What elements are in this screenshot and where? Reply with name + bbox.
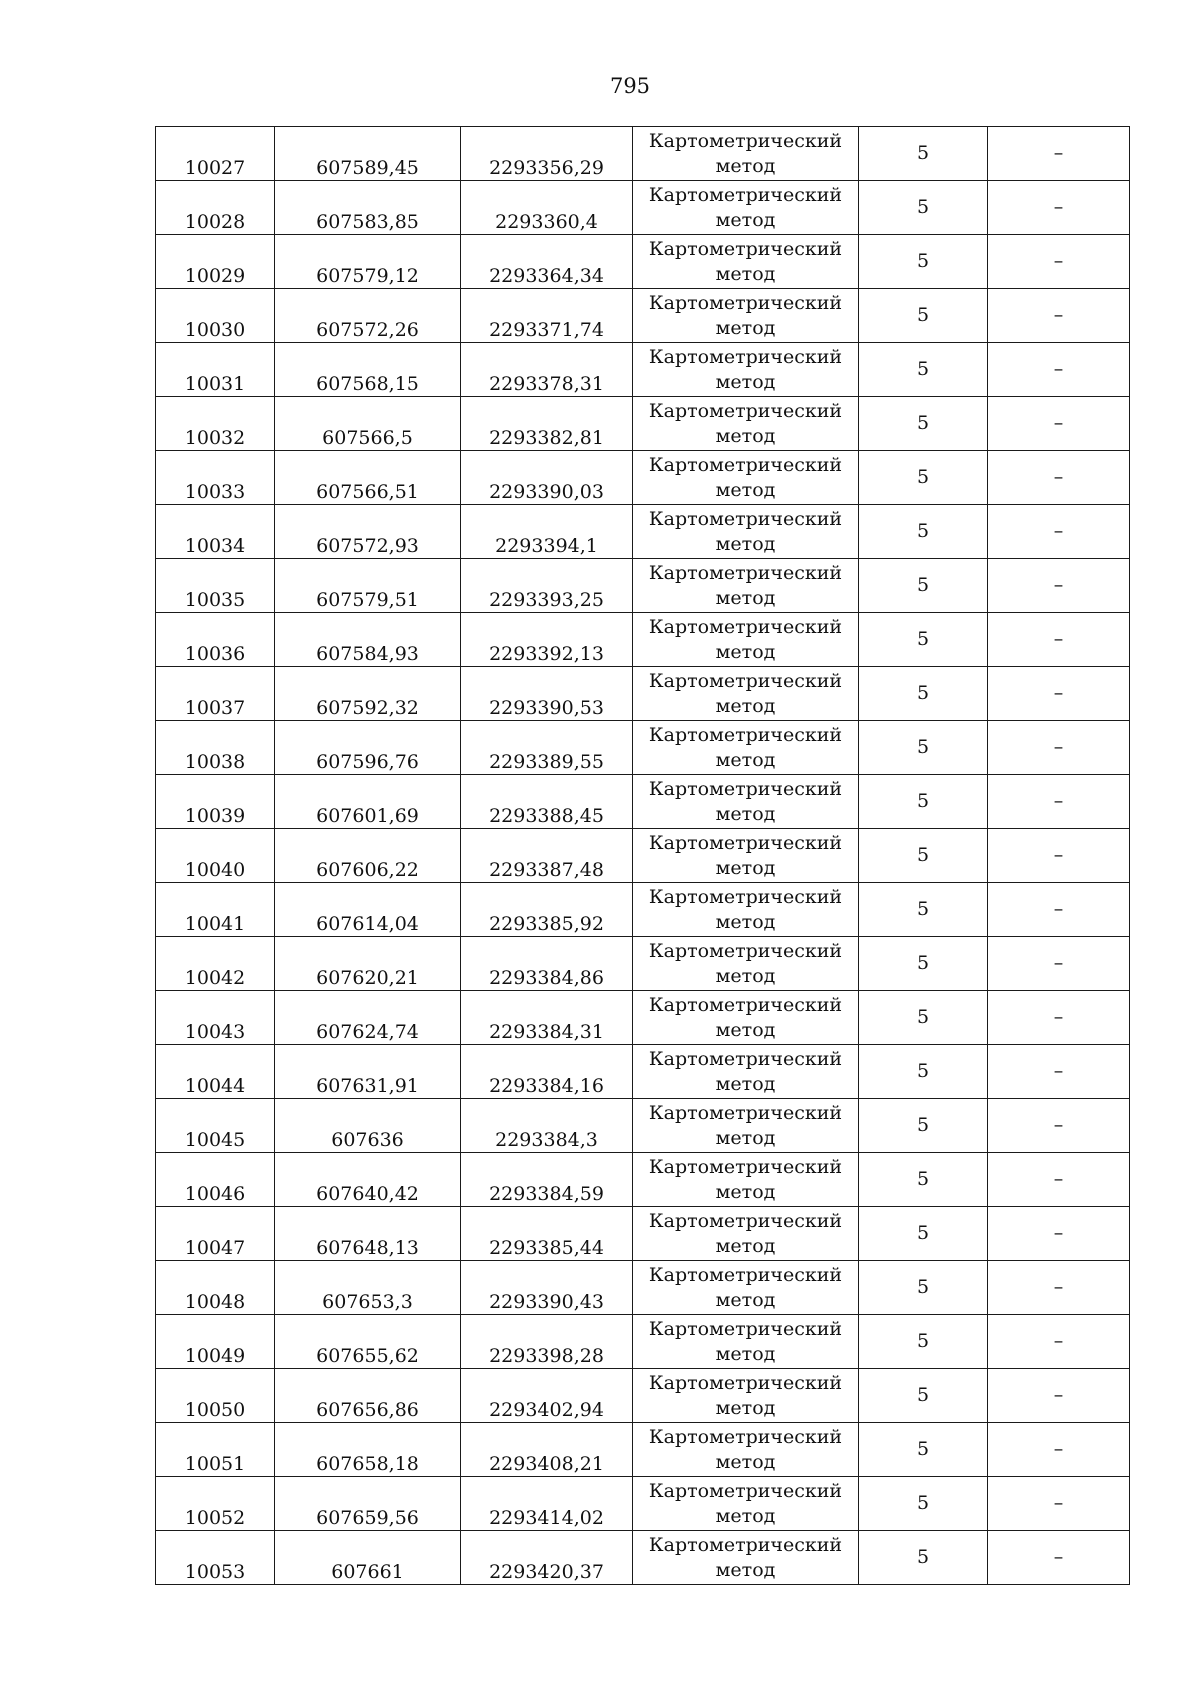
- table-row: [156, 451, 1130, 505]
- point-id-cell: 10032: [156, 397, 275, 451]
- accuracy-cell: 5: [859, 127, 988, 181]
- method-cell: [633, 397, 859, 451]
- point-id-cell: 10053: [156, 1531, 275, 1585]
- point-id-cell: 10042: [156, 937, 275, 991]
- y-coordinate-cell: 2293390,53: [461, 667, 633, 721]
- method-cell: [633, 1315, 859, 1369]
- method-text-line2: метод: [715, 1180, 776, 1203]
- table-row: [156, 667, 1130, 721]
- note-cell: –: [988, 1531, 1130, 1585]
- note-cell: –: [988, 505, 1130, 559]
- table-row: [156, 775, 1130, 829]
- accuracy-cell: 5: [859, 1207, 988, 1261]
- method-text-line1: Картометрический: [648, 831, 843, 854]
- method-text-line2: метод: [715, 1396, 776, 1419]
- method-text-line1: Картометрический: [648, 561, 843, 584]
- method-text-line1: Картометрический: [648, 939, 843, 962]
- point-id-cell: 10027: [156, 127, 275, 181]
- point-id-cell: 10048: [156, 1261, 275, 1315]
- accuracy-cell: 5: [859, 397, 988, 451]
- point-id-cell: 10044: [156, 1045, 275, 1099]
- point-id-cell: 10034: [156, 505, 275, 559]
- method-text-line2: метод: [715, 316, 776, 339]
- accuracy-cell: 5: [859, 721, 988, 775]
- table-row: [156, 343, 1130, 397]
- accuracy-cell: 5: [859, 559, 988, 613]
- point-id-cell: 10052: [156, 1477, 275, 1531]
- method-text-line1: Картометрический: [648, 291, 843, 314]
- note-cell: –: [988, 1207, 1130, 1261]
- y-coordinate-cell: 2293384,59: [461, 1153, 633, 1207]
- x-coordinate-cell: 607656,86: [275, 1369, 461, 1423]
- method-text-line1: Картометрический: [648, 399, 843, 422]
- point-id-cell: 10047: [156, 1207, 275, 1261]
- x-coordinate-cell: 607589,45: [275, 127, 461, 181]
- x-coordinate-cell: 607583,85: [275, 181, 461, 235]
- method-cell: [633, 829, 859, 883]
- x-coordinate-cell: 607592,32: [275, 667, 461, 721]
- y-coordinate-cell: 2293390,03: [461, 451, 633, 505]
- method-text-line1: Картометрический: [648, 1155, 843, 1178]
- note-cell: –: [988, 937, 1130, 991]
- accuracy-cell: 5: [859, 1369, 988, 1423]
- method-cell: [633, 181, 859, 235]
- method-text-line1: Картометрический: [648, 1047, 843, 1070]
- method-text-line1: Картометрический: [648, 885, 843, 908]
- note-cell: –: [988, 829, 1130, 883]
- method-cell: [633, 1531, 859, 1585]
- method-text-line2: метод: [715, 1558, 776, 1581]
- point-id-cell: 10028: [156, 181, 275, 235]
- y-coordinate-cell: 2293414,02: [461, 1477, 633, 1531]
- accuracy-cell: 5: [859, 181, 988, 235]
- method-cell: [633, 937, 859, 991]
- note-cell: –: [988, 343, 1130, 397]
- y-coordinate-cell: 2293393,25: [461, 559, 633, 613]
- x-coordinate-cell: 607658,18: [275, 1423, 461, 1477]
- point-id-cell: 10039: [156, 775, 275, 829]
- method-cell: [633, 721, 859, 775]
- method-text-line2: метод: [715, 370, 776, 393]
- method-text-line2: метод: [715, 856, 776, 879]
- method-text-line1: Картометрический: [648, 1263, 843, 1286]
- method-cell: [633, 1153, 859, 1207]
- y-coordinate-cell: 2293378,31: [461, 343, 633, 397]
- accuracy-cell: 5: [859, 343, 988, 397]
- note-cell: –: [988, 667, 1130, 721]
- y-coordinate-cell: 2293420,37: [461, 1531, 633, 1585]
- table-row: [156, 181, 1130, 235]
- point-id-cell: 10035: [156, 559, 275, 613]
- x-coordinate-cell: 607640,42: [275, 1153, 461, 1207]
- method-text-line2: метод: [715, 748, 776, 771]
- method-cell: [633, 1423, 859, 1477]
- accuracy-cell: 5: [859, 1477, 988, 1531]
- table-row: [156, 1369, 1130, 1423]
- method-cell: [633, 1207, 859, 1261]
- y-coordinate-cell: 2293394,1: [461, 505, 633, 559]
- method-text-line2: метод: [715, 586, 776, 609]
- y-coordinate-cell: 2293398,28: [461, 1315, 633, 1369]
- method-text-line1: Картометрический: [648, 777, 843, 800]
- method-text-line1: Картометрический: [648, 1425, 843, 1448]
- page-number: 795: [609, 74, 651, 98]
- y-coordinate-cell: 2293384,3: [461, 1099, 633, 1153]
- method-text-line1: Картометрический: [648, 723, 843, 746]
- y-coordinate-cell: 2293388,45: [461, 775, 633, 829]
- x-coordinate-cell: 607631,91: [275, 1045, 461, 1099]
- method-text-line1: Картометрический: [648, 993, 843, 1016]
- y-coordinate-cell: 2293387,48: [461, 829, 633, 883]
- x-coordinate-cell: 607648,13: [275, 1207, 461, 1261]
- table-row: [156, 1099, 1130, 1153]
- x-coordinate-cell: 607572,26: [275, 289, 461, 343]
- note-cell: –: [988, 613, 1130, 667]
- table-row: [156, 1531, 1130, 1585]
- method-cell: [633, 1477, 859, 1531]
- note-cell: –: [988, 991, 1130, 1045]
- table-row: [156, 1261, 1130, 1315]
- method-cell: [633, 613, 859, 667]
- table-row: [156, 829, 1130, 883]
- accuracy-cell: 5: [859, 1423, 988, 1477]
- method-text-line1: Картометрический: [648, 1479, 843, 1502]
- x-coordinate-cell: 607579,12: [275, 235, 461, 289]
- accuracy-cell: 5: [859, 1261, 988, 1315]
- note-cell: –: [988, 1315, 1130, 1369]
- method-cell: [633, 1045, 859, 1099]
- table-row: [156, 289, 1130, 343]
- table-row: [156, 397, 1130, 451]
- note-cell: –: [988, 1099, 1130, 1153]
- x-coordinate-cell: 607606,22: [275, 829, 461, 883]
- method-cell: [633, 289, 859, 343]
- y-coordinate-cell: 2293356,29: [461, 127, 633, 181]
- y-coordinate-cell: 2293390,43: [461, 1261, 633, 1315]
- method-text-line1: Картометрический: [648, 345, 843, 368]
- table-row: [156, 1315, 1130, 1369]
- x-coordinate-cell: 607620,21: [275, 937, 461, 991]
- accuracy-cell: 5: [859, 1045, 988, 1099]
- method-cell: [633, 1099, 859, 1153]
- x-coordinate-cell: 607601,69: [275, 775, 461, 829]
- accuracy-cell: 5: [859, 289, 988, 343]
- method-cell: [633, 505, 859, 559]
- method-text-line1: Картометрический: [648, 669, 843, 692]
- x-coordinate-cell: 607572,93: [275, 505, 461, 559]
- x-coordinate-cell: 607596,76: [275, 721, 461, 775]
- point-id-cell: 10051: [156, 1423, 275, 1477]
- method-text-line1: Картометрический: [648, 183, 843, 206]
- note-cell: –: [988, 127, 1130, 181]
- method-text-line2: метод: [715, 802, 776, 825]
- note-cell: –: [988, 397, 1130, 451]
- method-cell: [633, 127, 859, 181]
- accuracy-cell: 5: [859, 1099, 988, 1153]
- y-coordinate-cell: 2293389,55: [461, 721, 633, 775]
- y-coordinate-cell: 2293382,81: [461, 397, 633, 451]
- method-text-line2: метод: [715, 910, 776, 933]
- method-text-line2: метод: [715, 1234, 776, 1257]
- table-row: [156, 1153, 1130, 1207]
- accuracy-cell: 5: [859, 1531, 988, 1585]
- method-text-line2: метод: [715, 1018, 776, 1041]
- accuracy-cell: 5: [859, 1315, 988, 1369]
- table-body: [156, 127, 1130, 1585]
- method-cell: [633, 667, 859, 721]
- point-id-cell: 10041: [156, 883, 275, 937]
- accuracy-cell: 5: [859, 829, 988, 883]
- table-row: [156, 559, 1130, 613]
- y-coordinate-cell: 2293385,44: [461, 1207, 633, 1261]
- x-coordinate-cell: 607661: [275, 1531, 461, 1585]
- x-coordinate-cell: 607653,3: [275, 1261, 461, 1315]
- method-text-line2: метод: [715, 262, 776, 285]
- method-text-line1: Картометрический: [648, 237, 843, 260]
- note-cell: –: [988, 721, 1130, 775]
- method-cell: [633, 1369, 859, 1423]
- y-coordinate-cell: 2293384,86: [461, 937, 633, 991]
- note-cell: –: [988, 235, 1130, 289]
- point-id-cell: 10043: [156, 991, 275, 1045]
- point-id-cell: 10038: [156, 721, 275, 775]
- method-text-line1: Картометрический: [648, 615, 843, 638]
- point-id-cell: 10049: [156, 1315, 275, 1369]
- note-cell: –: [988, 1045, 1130, 1099]
- accuracy-cell: 5: [859, 1153, 988, 1207]
- method-text-line2: метод: [715, 1072, 776, 1095]
- note-cell: –: [988, 1477, 1130, 1531]
- method-text-line2: метод: [715, 694, 776, 717]
- method-text-line2: метод: [715, 208, 776, 231]
- method-text-line2: метод: [715, 532, 776, 555]
- x-coordinate-cell: 607655,62: [275, 1315, 461, 1369]
- table-row: [156, 613, 1130, 667]
- point-id-cell: 10046: [156, 1153, 275, 1207]
- note-cell: –: [988, 181, 1130, 235]
- x-coordinate-cell: 607579,51: [275, 559, 461, 613]
- note-cell: –: [988, 289, 1130, 343]
- method-cell: [633, 991, 859, 1045]
- point-id-cell: 10033: [156, 451, 275, 505]
- method-text-line1: Картометрический: [648, 1317, 843, 1340]
- table-row: [156, 883, 1130, 937]
- y-coordinate-cell: 2293392,13: [461, 613, 633, 667]
- accuracy-cell: 5: [859, 613, 988, 667]
- x-coordinate-cell: 607568,15: [275, 343, 461, 397]
- point-id-cell: 10045: [156, 1099, 275, 1153]
- method-cell: [633, 775, 859, 829]
- point-id-cell: 10029: [156, 235, 275, 289]
- method-text-line2: метод: [715, 1450, 776, 1473]
- method-text-line2: метод: [715, 1288, 776, 1311]
- method-cell: [633, 1261, 859, 1315]
- method-cell: [633, 883, 859, 937]
- accuracy-cell: 5: [859, 505, 988, 559]
- method-text-line2: метод: [715, 424, 776, 447]
- table-row: [156, 721, 1130, 775]
- accuracy-cell: 5: [859, 775, 988, 829]
- accuracy-cell: 5: [859, 451, 988, 505]
- y-coordinate-cell: 2293385,92: [461, 883, 633, 937]
- note-cell: –: [988, 1261, 1130, 1315]
- y-coordinate-cell: 2293384,16: [461, 1045, 633, 1099]
- accuracy-cell: 5: [859, 235, 988, 289]
- note-cell: –: [988, 1369, 1130, 1423]
- accuracy-cell: 5: [859, 883, 988, 937]
- x-coordinate-cell: 607614,04: [275, 883, 461, 937]
- method-text-line1: Картометрический: [648, 1533, 843, 1556]
- method-text-line2: метод: [715, 154, 776, 177]
- note-cell: –: [988, 1153, 1130, 1207]
- point-id-cell: 10050: [156, 1369, 275, 1423]
- y-coordinate-cell: 2293360,4: [461, 181, 633, 235]
- table-row: [156, 235, 1130, 289]
- method-text-line1: Картометрический: [648, 507, 843, 530]
- x-coordinate-cell: 607636: [275, 1099, 461, 1153]
- note-cell: –: [988, 775, 1130, 829]
- method-text-line2: метод: [715, 1504, 776, 1527]
- method-text-line2: метод: [715, 1342, 776, 1365]
- note-cell: –: [988, 883, 1130, 937]
- note-cell: –: [988, 451, 1130, 505]
- point-id-cell: 10036: [156, 613, 275, 667]
- x-coordinate-cell: 607659,56: [275, 1477, 461, 1531]
- point-id-cell: 10040: [156, 829, 275, 883]
- method-text-line2: метод: [715, 478, 776, 501]
- y-coordinate-cell: 2293384,31: [461, 991, 633, 1045]
- y-coordinate-cell: 2293408,21: [461, 1423, 633, 1477]
- y-coordinate-cell: 2293371,74: [461, 289, 633, 343]
- table-row: [156, 1045, 1130, 1099]
- method-text-line1: Картометрический: [648, 129, 843, 152]
- method-text-line1: Картометрический: [648, 1209, 843, 1232]
- note-cell: –: [988, 1423, 1130, 1477]
- accuracy-cell: 5: [859, 937, 988, 991]
- method-text-line2: метод: [715, 964, 776, 987]
- accuracy-cell: 5: [859, 991, 988, 1045]
- table-row: [156, 505, 1130, 559]
- method-cell: [633, 235, 859, 289]
- accuracy-cell: 5: [859, 667, 988, 721]
- point-id-cell: 10030: [156, 289, 275, 343]
- method-text-line1: Картометрический: [648, 1371, 843, 1394]
- method-text-line1: Картометрический: [648, 453, 843, 476]
- table-row: [156, 991, 1130, 1045]
- point-id-cell: 10037: [156, 667, 275, 721]
- y-coordinate-cell: 2293364,34: [461, 235, 633, 289]
- method-text-line2: метод: [715, 1126, 776, 1149]
- method-cell: [633, 343, 859, 397]
- table-row: [156, 1423, 1130, 1477]
- method-text-line2: метод: [715, 640, 776, 663]
- x-coordinate-cell: 607584,93: [275, 613, 461, 667]
- method-text-line1: Картометрический: [648, 1101, 843, 1124]
- table-row: [156, 1477, 1130, 1531]
- table-row: [156, 937, 1130, 991]
- x-coordinate-cell: 607624,74: [275, 991, 461, 1045]
- x-coordinate-cell: 607566,51: [275, 451, 461, 505]
- method-cell: [633, 559, 859, 613]
- point-id-cell: 10031: [156, 343, 275, 397]
- table-row: [156, 127, 1130, 181]
- method-cell: [633, 451, 859, 505]
- y-coordinate-cell: 2293402,94: [461, 1369, 633, 1423]
- note-cell: –: [988, 559, 1130, 613]
- coordinates-table: [155, 126, 1130, 1585]
- table-row: [156, 1207, 1130, 1261]
- x-coordinate-cell: 607566,5: [275, 397, 461, 451]
